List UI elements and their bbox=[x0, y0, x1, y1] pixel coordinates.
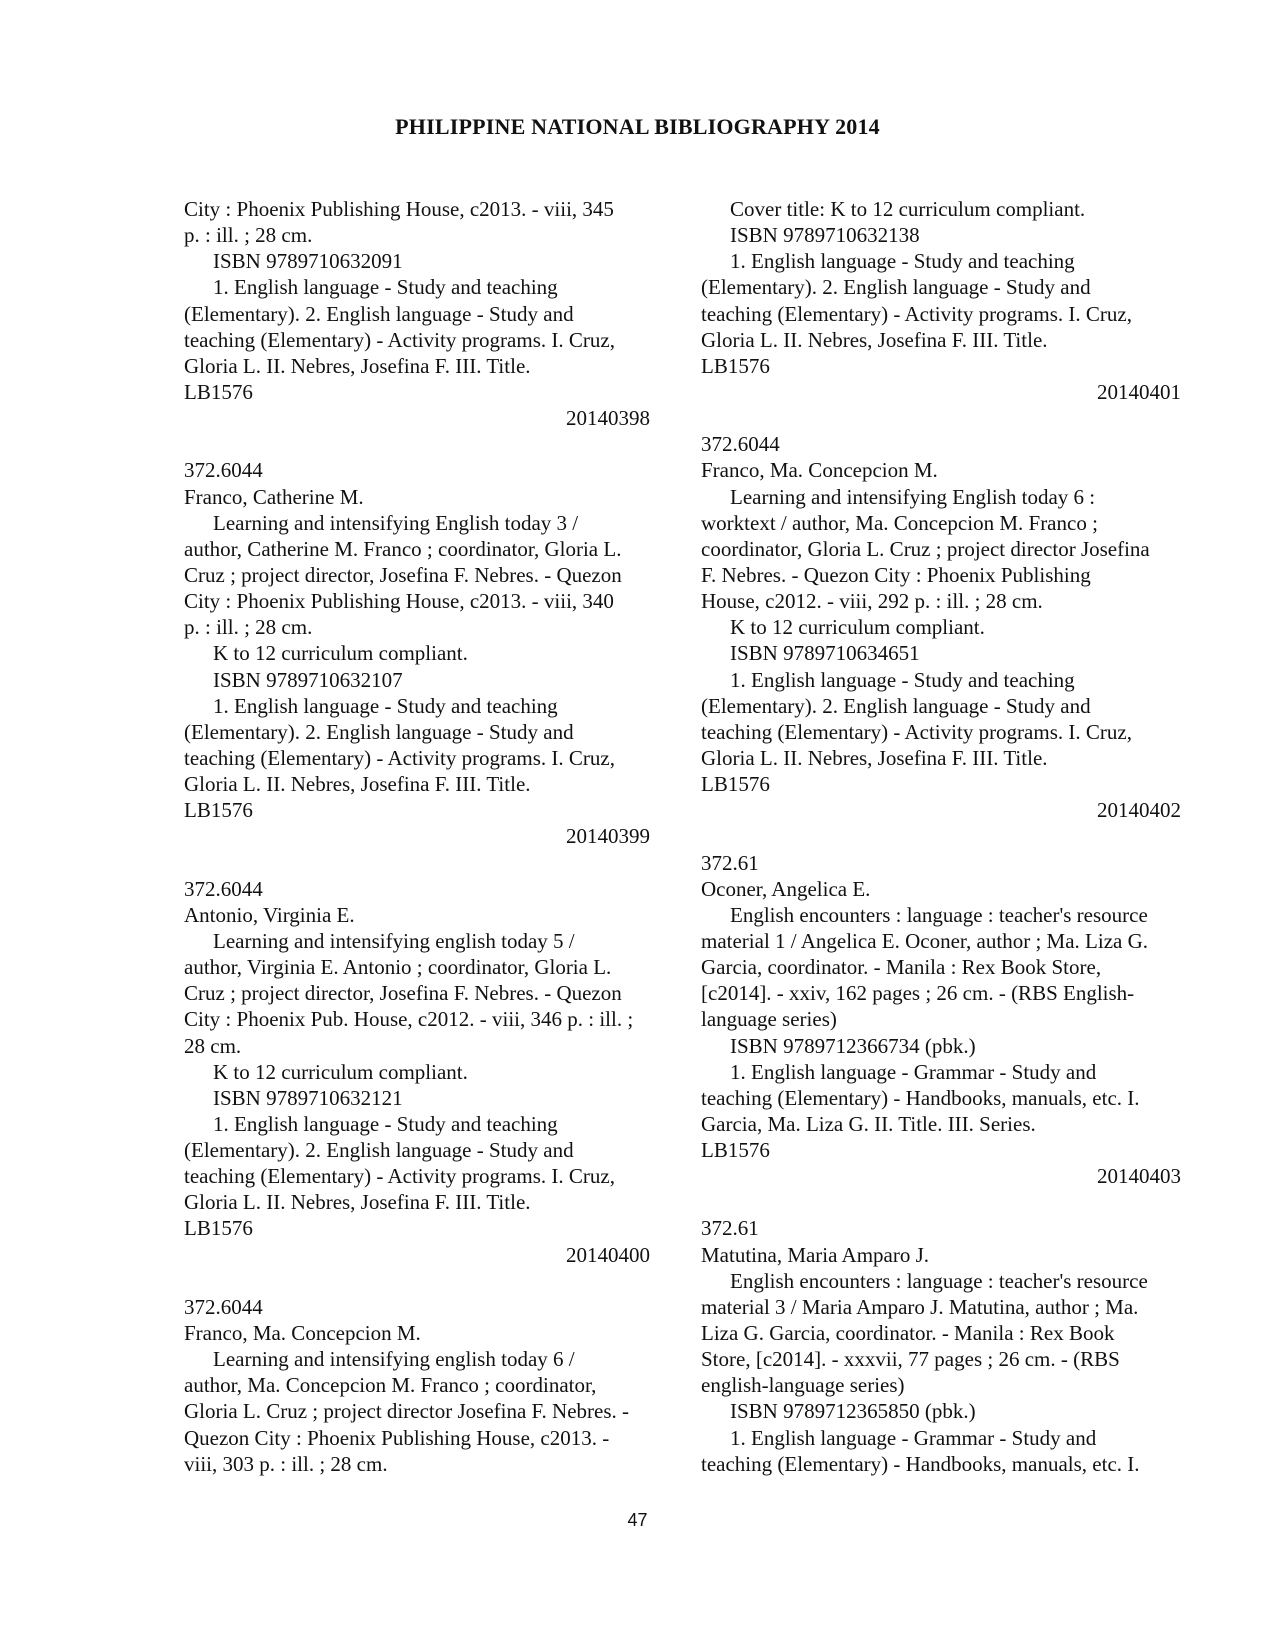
entry-title: Learning and intensifying english today 5 / bbox=[213, 928, 575, 953]
entry-line: (Elementary). 2. English language - Study and bbox=[184, 1138, 574, 1163]
entry-isbn: ISBN 9789710632091 bbox=[213, 249, 403, 274]
entry-gap bbox=[701, 405, 1181, 431]
entry-line: author, Ma. Concepcion M. Franco ; coordinator, bbox=[184, 1373, 597, 1398]
entry-line: english-language series) bbox=[701, 1373, 905, 1398]
entry-line: teaching (Elementary) - Activity programs. I. Cruz, bbox=[184, 1164, 615, 1189]
entry-line: material 3 / Maria Amparo J. Matutina, author ; Ma. bbox=[701, 1294, 1139, 1319]
entry-note: Cover title: K to 12 curriculum compliant. bbox=[730, 197, 1086, 221]
entry-line: (Elementary). 2. English language - Study and bbox=[184, 301, 574, 326]
entry-author: Franco, Ma. Concepcion M. bbox=[184, 1321, 421, 1346]
entry-subjects: 1. English language - Grammar - Study and bbox=[730, 1425, 1097, 1450]
entry-line: teaching (Elementary) - Activity programs. I. Cruz, bbox=[184, 327, 615, 352]
entry-line: City : Phoenix Publishing House, c2013. - viii, 345 bbox=[184, 197, 614, 221]
entry-subjects: 1. English language - Study and teaching bbox=[213, 1111, 558, 1136]
entry-classification: 372.6044 bbox=[701, 432, 780, 457]
entry-gap bbox=[184, 431, 650, 457]
entry-line: Gloria L. II. Nebres, Josefina F. III. Title. bbox=[184, 353, 531, 378]
entry-line: Liza G. Garcia, coordinator. - Manila : Rex Book bbox=[701, 1321, 1115, 1346]
entry-line: Gloria L. Cruz ; project director Josefina F. Nebres. - bbox=[184, 1399, 630, 1424]
entry-gap bbox=[701, 1189, 1181, 1215]
entry-isbn: ISBN 9789710634651 bbox=[730, 641, 920, 666]
entry-call-number: LB1576 bbox=[701, 1138, 770, 1163]
entry-author: Oconer, Angelica E. bbox=[701, 876, 871, 901]
entry-line: teaching (Elementary) - Handbooks, manuals, etc. I. bbox=[701, 1085, 1140, 1110]
left-column bbox=[184, 196, 650, 1477]
entry-line: F. Nebres. - Quezon City : Phoenix Publishing bbox=[701, 562, 1091, 587]
entry-title: Learning and intensifying English today 3 / bbox=[213, 510, 579, 535]
entry-record-number: 20140402 bbox=[1097, 798, 1181, 823]
entry-isbn: ISBN 9789710632138 bbox=[730, 223, 920, 248]
entry-title: English encounters : language : teacher's resource bbox=[730, 1268, 1148, 1293]
entry-line: House, c2012. - viii, 292 p. : ill. ; 28 cm. bbox=[701, 589, 1043, 614]
entry-line: Gloria L. II. Nebres, Josefina F. III. Title. bbox=[701, 745, 1048, 770]
entry-call-number: LB1576 bbox=[184, 798, 253, 823]
entry-line: teaching (Elementary) - Handbooks, manuals, etc. I. bbox=[701, 1451, 1140, 1476]
entry-line: Quezon City : Phoenix Publishing House, c2013. - bbox=[184, 1425, 610, 1450]
entry-title: English encounters : language : teacher's resource bbox=[730, 902, 1148, 927]
entry-author: Antonio, Virginia E. bbox=[184, 902, 355, 927]
entry-note: K to 12 curriculum compliant. bbox=[213, 641, 468, 666]
entry-isbn: ISBN 9789712366734 (pbk.) bbox=[730, 1033, 976, 1058]
entry-call-number: LB1576 bbox=[701, 772, 770, 797]
entry-line: Store, [c2014]. - xxxvii, 77 pages ; 26 cm. - (RBS bbox=[701, 1347, 1120, 1372]
entry-line: viii, 303 p. : ill. ; 28 cm. bbox=[184, 1451, 388, 1476]
entry-classification: 372.61 bbox=[701, 1216, 759, 1241]
entry-subjects: 1. English language - Grammar - Study and bbox=[730, 1059, 1097, 1084]
entry-line: author, Virginia E. Antonio ; coordinator, Gloria L. bbox=[184, 955, 612, 980]
entry-line: material 1 / Angelica E. Oconer, author ; Ma. Liza G. bbox=[701, 928, 1148, 953]
entry-line: p. : ill. ; 28 cm. bbox=[184, 615, 313, 640]
entry-classification: 372.6044 bbox=[184, 1294, 263, 1319]
entry-call-number: LB1576 bbox=[701, 353, 770, 378]
entry-gap bbox=[184, 1268, 650, 1294]
entry-classification: 372.61 bbox=[701, 850, 759, 875]
entry-line: (Elementary). 2. English language - Study and bbox=[701, 275, 1091, 300]
entry-line: Gloria L. II. Nebres, Josefina F. III. Title. bbox=[184, 1190, 531, 1215]
entry-isbn: ISBN 9789710632107 bbox=[213, 667, 403, 692]
entry-record-number: 20140401 bbox=[1097, 379, 1181, 404]
entry-classification: 372.6044 bbox=[184, 876, 263, 901]
entry-subjects: 1. English language - Study and teaching bbox=[213, 275, 558, 300]
entry-line: worktext / author, Ma. Concepcion M. Franco ; bbox=[701, 510, 1098, 535]
entry-line: Cruz ; project director, Josefina F. Nebres. - Quezon bbox=[184, 562, 622, 587]
entry-line: (Elementary). 2. English language - Study and bbox=[184, 719, 574, 744]
entry-isbn: ISBN 9789710632121 bbox=[213, 1085, 403, 1110]
page-number: 47 bbox=[627, 1510, 648, 1530]
entry-line: teaching (Elementary) - Activity programs. I. Cruz, bbox=[701, 301, 1132, 326]
entry-line: Gloria L. II. Nebres, Josefina F. III. Title. bbox=[701, 327, 1048, 352]
entry-line: Gloria L. II. Nebres, Josefina F. III. Title. bbox=[184, 772, 531, 797]
entry-line: language series) bbox=[701, 1007, 837, 1032]
entry-line: City : Phoenix Pub. House, c2012. - viii, 346 p. : ill. ; bbox=[184, 1007, 634, 1032]
page-title: PHILIPPINE NATIONAL BIBLIOGRAPHY 2014 bbox=[395, 114, 880, 139]
entry-subjects: 1. English language - Study and teaching bbox=[213, 693, 558, 718]
entry-title: Learning and intensifying English today 6 : bbox=[730, 484, 1096, 509]
entry-gap bbox=[701, 823, 1181, 849]
entry-author: Matutina, Maria Amparo J. bbox=[701, 1242, 930, 1267]
entry-author: Franco, Ma. Concepcion M. bbox=[701, 458, 938, 483]
entry-subjects: 1. English language - Study and teaching bbox=[730, 249, 1075, 274]
entry-classification: 372.6044 bbox=[184, 458, 263, 483]
entry-record-number: 20140399 bbox=[566, 824, 650, 849]
entry-line: City : Phoenix Publishing House, c2013. - viii, 340 bbox=[184, 589, 614, 614]
entry-note: K to 12 curriculum compliant. bbox=[213, 1059, 468, 1084]
entry-line: Garcia, Ma. Liza G. II. Title. III. Series. bbox=[701, 1111, 1036, 1136]
entry-line: Cruz ; project director, Josefina F. Nebres. - Quezon bbox=[184, 981, 622, 1006]
entry-note: K to 12 curriculum compliant. bbox=[730, 615, 985, 640]
entry-title: Learning and intensifying english today 6 / bbox=[213, 1347, 575, 1372]
entry-line: Garcia, coordinator. - Manila : Rex Book Store, bbox=[701, 955, 1102, 980]
entry-line: p. : ill. ; 28 cm. bbox=[184, 223, 313, 248]
entry-author: Franco, Catherine M. bbox=[184, 484, 364, 509]
entry-line: teaching (Elementary) - Activity programs. I. Cruz, bbox=[184, 745, 615, 770]
entry-isbn: ISBN 9789712365850 (pbk.) bbox=[730, 1399, 976, 1424]
entry-record-number: 20140398 bbox=[566, 406, 650, 431]
entry-line: author, Catherine M. Franco ; coordinator, Gloria L. bbox=[184, 536, 622, 561]
entry-line: coordinator, Gloria L. Cruz ; project director Josefina bbox=[701, 536, 1150, 561]
entry-call-number: LB1576 bbox=[184, 379, 253, 404]
entry-subjects: 1. English language - Study and teaching bbox=[730, 667, 1075, 692]
entry-line: [c2014]. - xxiv, 162 pages ; 26 cm. - (RBS English- bbox=[701, 981, 1135, 1006]
entry-record-number: 20140400 bbox=[566, 1242, 650, 1267]
entry-line: (Elementary). 2. English language - Study and bbox=[701, 693, 1091, 718]
entry-line: 28 cm. bbox=[184, 1033, 242, 1058]
entry-line: teaching (Elementary) - Activity programs. I. Cruz, bbox=[701, 719, 1132, 744]
entry-call-number: LB1576 bbox=[184, 1216, 253, 1241]
entry-record-number: 20140403 bbox=[1097, 1164, 1181, 1189]
right-column bbox=[701, 196, 1181, 1477]
entry-gap bbox=[184, 850, 650, 876]
